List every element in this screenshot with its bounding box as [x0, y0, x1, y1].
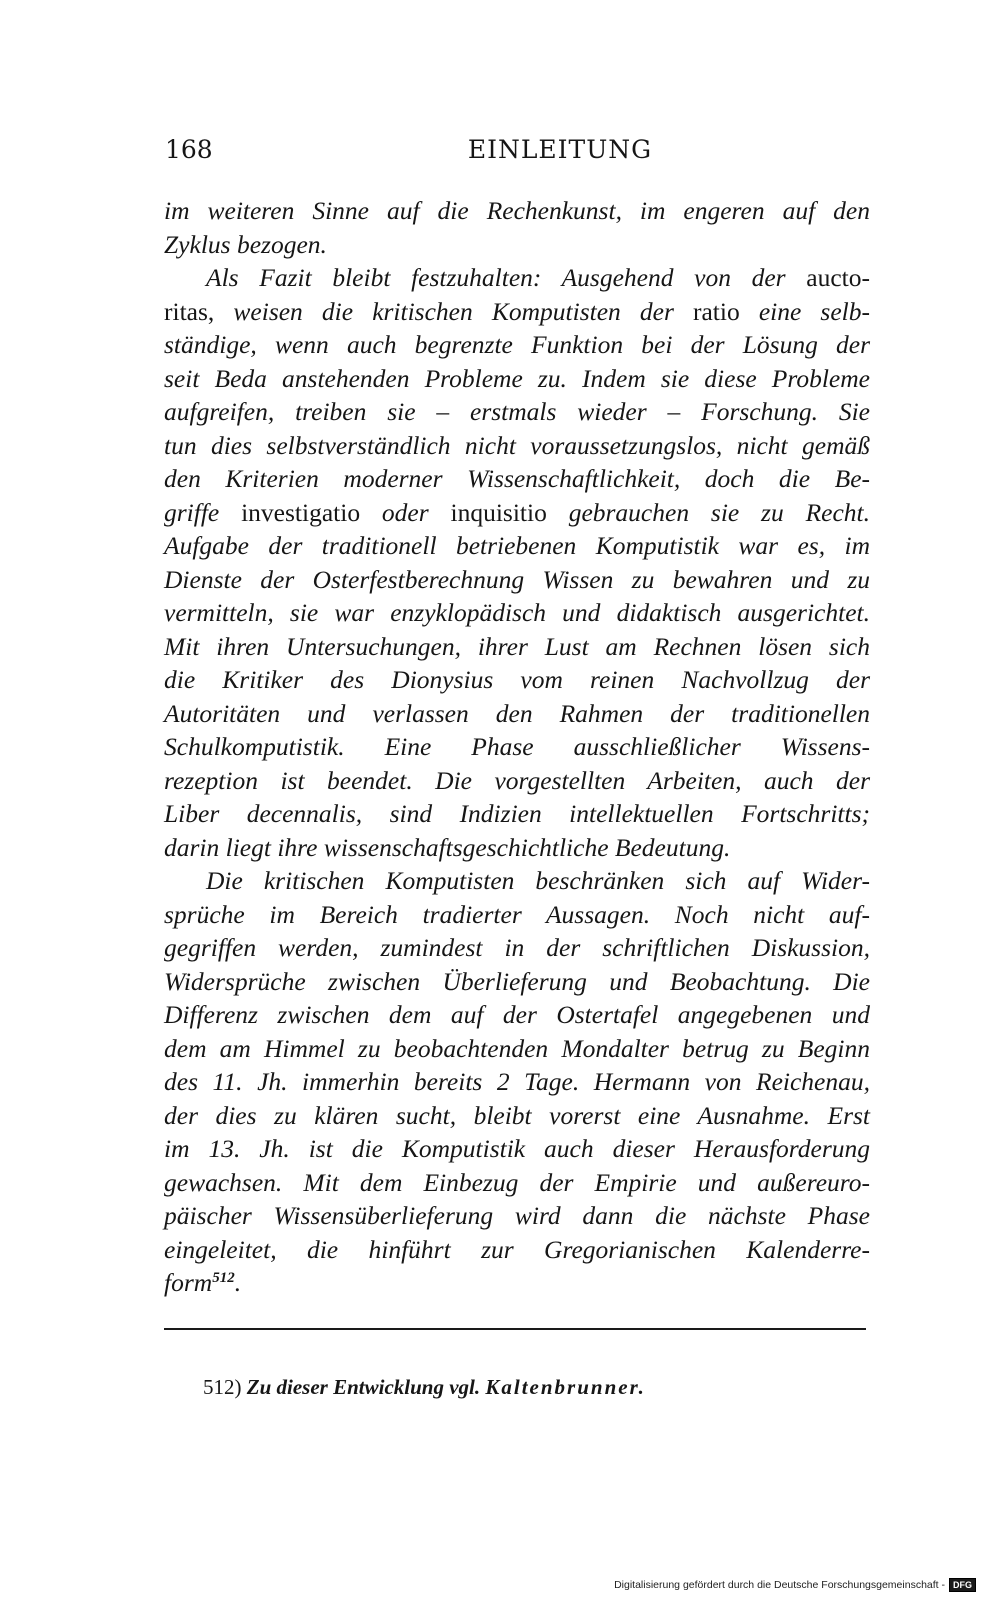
- text-line: Schulkomputistik. Eine Phase ausschließlicher Wissens-: [164, 732, 870, 761]
- footnote-number: 512): [203, 1375, 242, 1399]
- footnote-divider: [164, 1328, 866, 1330]
- text-line: form$^{512}$.: [164, 1268, 242, 1297]
- text-line: seit Beda anstehenden Probleme zu. Indem sie diese Probleme: [164, 363, 870, 393]
- page-header: [165, 132, 865, 168]
- text-line: ritas, weisen die kritischen Komputisten der ratio eine selb-: [164, 296, 870, 326]
- text-line: aufgreifen, treiben sie – erstmals wieder – Forschung. Sie: [164, 397, 870, 426]
- page-number: 168: [165, 135, 213, 164]
- text-line: ständige, wenn auch begrenzte Funktion bei der Lösung der: [164, 330, 870, 359]
- text-line: gegriffen werden, zumindest in der schriftlichen Diskussion,: [164, 933, 870, 962]
- text-line: der dies zu klären sucht, bleibt vorerst eine Ausnahme. Erst: [164, 1100, 870, 1130]
- text-line: Widersprüche zwischen Überlieferung und Beobachtung. Die: [164, 966, 870, 996]
- text-line: Autoritäten und verlassen den Rahmen der traditionellen: [164, 698, 870, 728]
- text-line: sprüche im Bereich tradierter Aussagen. Noch nicht auf-: [164, 899, 870, 929]
- digitization-credit: [614, 1576, 976, 1594]
- text-line: Aufgabe der traditionell betriebenen Komputistik war es, im: [164, 531, 870, 560]
- text-line: päischer Wissensüberlieferung wird dann die nächste Phase: [164, 1201, 870, 1230]
- running-head: EINLEITUNG: [467, 135, 653, 164]
- text-line: dem am Himmel zu beobachtenden Mondalter betrug zu Beginn: [164, 1033, 870, 1063]
- text-line: rezeption ist beendet. Die vorgestellten Arbeiten, auch der: [164, 765, 870, 795]
- text-line: vermitteln, sie war enzyklopädisch und didaktisch ausgerichtet.: [164, 598, 870, 627]
- text-line: im weiteren Sinne auf die Rechenkunst, im engeren auf den: [164, 196, 870, 225]
- footnote-text: Zu dieser Entwicklung vgl.: [246, 1375, 481, 1399]
- credit-text: Digitalisierung gefördert durch die Deutsche Forschungsgemeinschaft -: [614, 1579, 945, 1591]
- dfg-logo: DFG: [949, 1578, 976, 1592]
- footnote-author: Kaltenbrunner.: [485, 1375, 646, 1399]
- text-line: im 13. Jh. ist die Komputistik auch dieser Herausforderung: [164, 1134, 870, 1163]
- body-text: [164, 194, 870, 1300]
- text-line: den Kriterien moderner Wissenschaftlichkeit, doch die Be-: [164, 464, 870, 493]
- text-line: eingeleitet, die hinführt zur Gregorianischen Kalenderre-: [164, 1234, 870, 1264]
- text-line: Mit ihren Untersuchungen, ihrer Lust am Rechnen lösen sich: [164, 631, 870, 661]
- text-line: griffe investigatio oder inquisitio gebrauchen sie zu Recht.: [164, 497, 870, 527]
- text-line: gewachsen. Mit dem Einbezug der Empirie und außereuro-: [164, 1167, 870, 1197]
- footnote-marker: 512: [212, 1270, 235, 1286]
- text-line: Liber decennalis, sind Indizien intellektuellen Fortschritts;: [164, 799, 870, 828]
- text-line: darin liegt ihre wissenschaftsgeschichtliche Bedeutung.: [164, 832, 731, 862]
- text-line: des 11. Jh. immerhin bereits 2 Tage. Hermann von Reichenau,: [164, 1067, 870, 1096]
- text-line: tun dies selbstverständlich nicht voraussetzungslos, nicht gemäß: [164, 430, 870, 460]
- text-line: Zyklus bezogen.: [164, 229, 327, 259]
- text-line: Die kritischen Komputisten beschränken sich auf Wider-: [206, 866, 870, 895]
- footnote: [203, 1372, 863, 1402]
- text-line: Differenz zwischen dem auf der Ostertafel angegebenen und: [164, 1000, 870, 1029]
- text-line: die Kritiker des Dionysius vom reinen Nachvollzug der: [164, 665, 870, 694]
- text-line: Als Fazit bleibt festzuhalten: Ausgehend von der aucto-: [206, 263, 870, 292]
- text-line: Dienste der Osterfestberechnung Wissen zu bewahren und zu: [164, 564, 870, 594]
